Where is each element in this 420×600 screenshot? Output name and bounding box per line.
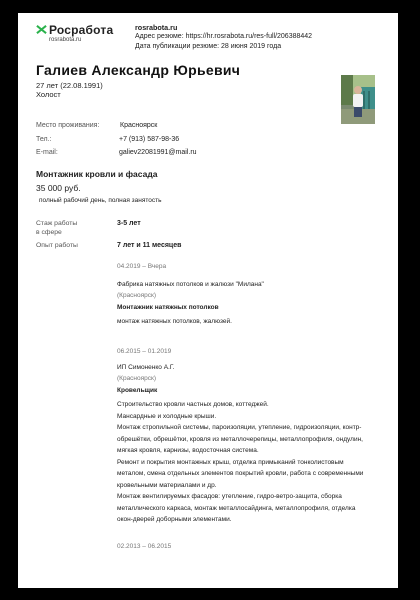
- email-row: [36, 149, 197, 156]
- site-name: rosrabota.ru: [135, 23, 178, 32]
- desired-salary: 35 000 руб.: [36, 183, 81, 193]
- email-value[interactable]: galiev22081991@mail.ru: [119, 149, 197, 156]
- residence-value: Красноярск: [120, 122, 158, 129]
- job-dates: 04.2019 – Вчера: [117, 263, 167, 270]
- field-experience-value: 3-5 лет: [117, 220, 141, 227]
- job-company: ИП Симоненко А.Г.: [117, 363, 175, 371]
- job-description-line: металлического каркаса, монтаж металлосайдинга, металлопрофиля, отделка: [117, 504, 356, 512]
- job-city: (Красноярск): [117, 292, 157, 299]
- job-title: Монтажник натяжных потолков: [117, 303, 219, 311]
- employment-type: полный рабочий день, полная занятость: [39, 197, 162, 204]
- job-title: Кровельщик: [117, 386, 158, 394]
- job-entry-3: [117, 541, 387, 553]
- job-description-line: Строительство кровли частных домов, коттеджей.: [117, 401, 269, 408]
- logo-subtext: rosrabota.ru: [49, 37, 82, 43]
- job-description-line: мягкая кровля, карнизы, водосточная система.: [117, 447, 259, 454]
- job-description-line: обрешётки, обрешётки, кровля из металлочерепицы, металлопрофиля, ондулин,: [117, 435, 363, 443]
- logo-text: Росработа: [49, 23, 114, 37]
- job-description-line: монтаж натяжных потолков, жалюзей.: [117, 318, 232, 325]
- job-description-line: окон-дверей доборными элементами.: [117, 516, 232, 523]
- field-experience-label: [36, 220, 77, 237]
- phone-label: Тел.:: [36, 136, 52, 143]
- email-label: E-mail:: [36, 149, 58, 156]
- total-experience-value: 7 лет и 11 месяцев: [117, 242, 182, 249]
- job-dates: 06.2015 – 01.2019: [117, 348, 172, 355]
- job-dates: 02.2013 – 06.2015: [117, 543, 172, 550]
- job-description-line: Монтаж вентилируемых фасадов: утепление, гидро-ветро-защита, сборка: [117, 493, 342, 500]
- job-description-line: металом, смена отдельных элементов покрытий кровли, работа с современными: [117, 470, 364, 477]
- residence-row: [36, 122, 158, 129]
- candidate-marital-status: Холост: [36, 90, 61, 99]
- job-description-line: кровельными материалами и др.: [117, 481, 217, 489]
- job-city: (Красноярск): [117, 375, 157, 382]
- field-experience-label-line2: в сфере: [36, 228, 62, 236]
- candidate-name: Галиев Александр Юрьевич: [36, 62, 241, 78]
- phone-row: [36, 136, 180, 143]
- desired-position: Монтажник кровли и фасада: [36, 169, 158, 179]
- publication-date: Дата публикации резюме: 28 июня 2019 года: [135, 42, 282, 50]
- candidate-photo: [341, 75, 375, 124]
- job-entry-1: [117, 261, 387, 328]
- resume-page: [18, 13, 398, 588]
- candidate-age: 27 лет (22.08.1991): [36, 81, 103, 90]
- rosrabota-logo-icon: [36, 24, 47, 35]
- job-description-line: Монтаж стропильной системы, пароизоляции, утепление, гидроизоляции, контр-: [117, 424, 362, 431]
- job-entry-2: [117, 346, 387, 526]
- site-info: [135, 23, 312, 51]
- residence-label: Место проживания:: [36, 122, 100, 129]
- candidate-details: [36, 81, 103, 99]
- phone-value[interactable]: +7 (913) 587-98-36: [119, 136, 180, 143]
- total-experience-label: Опыт работы: [36, 242, 78, 249]
- job-description-line: Мансардные и холодные крыши.: [117, 412, 217, 420]
- job-company: Фабрика натяжных потолков и жалюзи "Милана": [117, 280, 264, 288]
- resume-address[interactable]: Адрес резюме: https://hr.rosrabota.ru/res-full/206388442: [135, 33, 313, 41]
- job-description-line: Ремонт и покрытия монтажных крыш, отделка примыканий тонколистовым: [117, 458, 344, 466]
- field-experience-label-line1: Стаж работы: [36, 220, 78, 227]
